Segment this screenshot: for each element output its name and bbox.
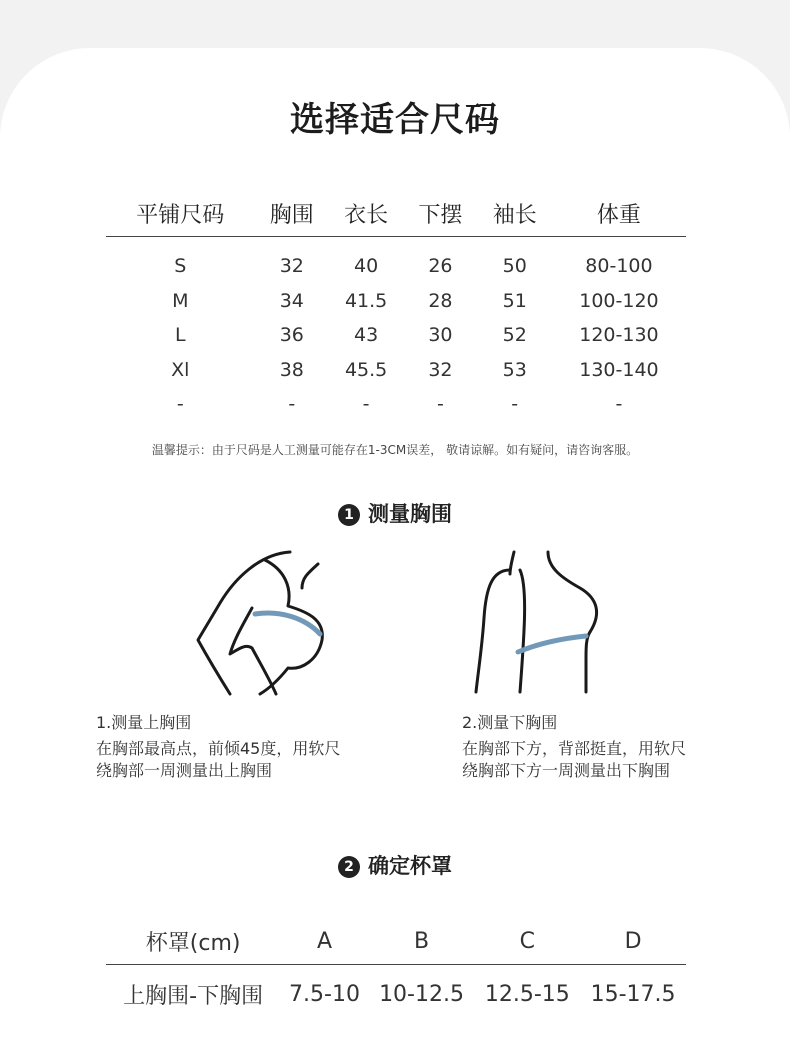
step-number-badge: 1 [338,504,360,526]
cup-table-header [106,918,686,965]
upper-chest-illustration [190,548,340,698]
figure-arm-inner [520,570,525,692]
table-cell: 32 [428,358,453,381]
header-cup-c: C [474,918,580,965]
table-cell: 12.5-15 [484,981,570,1007]
figure-chest-outline [586,632,590,692]
table-row [106,965,686,1024]
figure-arm-outline [230,608,276,694]
step-number-badge: 2 [338,856,360,878]
table-cell: 10-12.5 [379,981,464,1007]
figure-arm-outline [476,570,510,692]
header-sleeve: 袖长 [478,190,552,237]
table-cell: 40 [354,255,379,278]
cup-table [106,918,686,1023]
size-table [106,190,686,422]
table-cell: 28 [428,289,453,312]
table-cell: 50 [502,255,527,278]
caption-line: 在胸部下方，背部挺直，用软尺 [462,739,687,758]
page-title: 选择适合尺码 [290,100,500,140]
table-cell: 15-17.5 [590,981,676,1007]
measure-caption-under [462,712,686,782]
header-length: 衣长 [329,190,403,237]
table-cell: 100-120 [579,289,659,312]
header-chest: 胸围 [255,190,329,237]
table-cell: - [511,393,519,416]
table-row [106,353,686,388]
figure-arm-inner [302,564,318,588]
table-cell: M [172,289,189,312]
table-cell: 38 [279,358,304,381]
header-hem: 下摆 [403,190,477,237]
table-cell: Xl [171,358,190,381]
table-row [106,237,686,284]
section-label: 确定杯罩 [368,854,452,878]
header-cup-d: D [580,918,686,965]
caption-line: 绕胸部一周测量出上胸围 [96,761,273,780]
measuring-tape [518,636,586,652]
caption-line: 绕胸部下方一周测量出下胸围 [462,761,671,780]
table-cell: - [615,393,623,416]
header-cup: 杯罩(cm) [106,918,280,965]
caption-title: 1.测量上胸围 [96,713,192,732]
table-cell: 32 [279,255,304,278]
header-size: 平铺尺码 [106,190,255,237]
table-cell: 120-130 [579,324,659,347]
section-heading-measure [0,498,790,528]
table-row [106,284,686,319]
table-cell: 51 [502,289,527,312]
table-row [106,387,686,422]
caption-line: 在胸部最高点，前倾45度，用软尺 [96,739,341,758]
table-cell: - [288,393,296,416]
header-cup-a: A [280,918,368,965]
under-chest-illustration [462,548,612,698]
table-cell: 41.5 [344,289,388,312]
table-cell: 43 [354,324,379,347]
size-table-header [106,190,686,237]
section-label: 测量胸围 [368,502,452,526]
table-cell: 80-100 [585,255,653,278]
table-cell: 130-140 [579,358,659,381]
table-cell: 53 [502,358,527,381]
table-row [106,318,686,353]
section-heading-cup [0,850,790,880]
table-cell: 7.5-10 [289,981,360,1007]
table-cell: - [436,393,444,416]
header-cup-b: B [369,918,475,965]
table-cell: 34 [279,289,304,312]
table-cell: 45.5 [344,358,388,381]
measure-caption-upper [96,712,340,782]
table-cell: 52 [502,324,527,347]
table-cell: 26 [428,255,453,278]
table-cell: L [175,324,186,347]
table-cell: 上胸围-下胸围 [123,983,264,1009]
caption-title: 2.测量下胸围 [462,713,558,732]
table-cell: 36 [279,324,304,347]
table-cell: - [362,393,370,416]
figure-back-outline [548,552,597,632]
table-cell: 30 [428,324,453,347]
table-cell: - [176,393,184,416]
header-weight: 体重 [552,190,686,237]
table-cell: S [174,255,187,278]
tip-note: 温馨提示：由于尺码是人工测量可能存在1-3CM误差， 敬请谅解。如有疑问，请咨询客服。 [151,443,639,457]
